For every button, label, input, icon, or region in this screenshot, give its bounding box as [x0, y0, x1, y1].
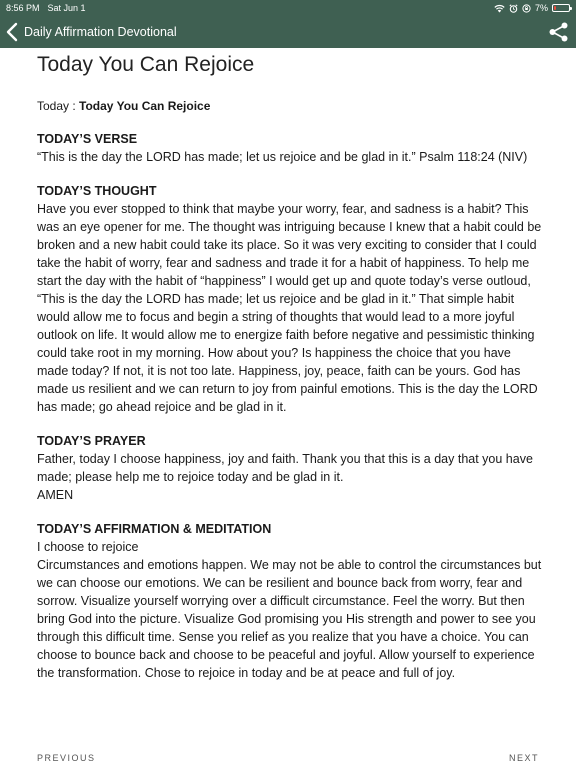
- verse-section: [37, 130, 545, 166]
- today-prefix: Today :: [37, 99, 80, 113]
- status-left: [6, 3, 86, 13]
- alarm-icon: [509, 4, 518, 13]
- battery-level: [554, 6, 556, 10]
- status-time: 8:56 PM: [6, 3, 40, 13]
- affirmation-statement: I choose to rejoice: [37, 540, 139, 554]
- thought-text: Have you ever stopped to think that maybe your worry, fear, and sadness is a habit? This was an eye opener for me. The thought was intriguing because I knew that a habit could be broken and a new habit could take its place. So it was very exciting to consider that I could take the habit of worry, fear and sadness and trade it for a habit of happiness. To help me start the day with the habit of “happiness” I would get up and quote today’s verse outloud, “This is the day the LORD has made; let us rejoice and be glad in it.” That simple habit would allow me to focus and begin a string of thoughts that would lead to a more joyful outlook on life. It would allow me to energize faith before negative and pessimistic thinking could take root in my morning. How about you? Is happiness the choice that you have made today? If not, it is not too late. Happiness, joy, peace, faith can be yours. God has made us resilient and we can return to joy from painful emotions. This is the day the LORD has made; go ahead rejoice and be glad in it.: [37, 202, 542, 414]
- previous-button[interactable]: PREVIOUS: [37, 753, 96, 763]
- battery-icon: [552, 4, 570, 12]
- prayer-heading: TODAY’S PRAYER: [37, 434, 146, 448]
- chevron-left-icon: [6, 22, 18, 42]
- pager-footer: [37, 753, 539, 763]
- thought-section: [37, 182, 545, 416]
- next-button[interactable]: NEXT: [508, 753, 539, 763]
- affirmation-section: [37, 520, 545, 682]
- affirmation-heading: TODAY’S AFFIRMATION & MEDITATION: [37, 522, 272, 536]
- today-line: [37, 98, 545, 114]
- page-title: Today You Can Rejoice: [37, 53, 255, 76]
- lock-rotation-icon: [522, 4, 531, 13]
- prayer-text: Father, today I choose happiness, joy and faith. Thank you that this is a day that you have made; please help me to rejoice today and be glad in it.: [37, 452, 533, 484]
- devotional-content: [37, 48, 545, 682]
- affirmation-text: Circumstances and emotions happen. We may not be able to control the circumstances but we can choose our emotions. We can be resilient and bounce back from worry, fear and sorrow. Visualize yourself worrying over a difficult circumstance. Feel the worry. But then bring God into the picture. Visualize God promising you His strength and power to see you through this difficult time. Sense you relief as you realize that you have a choice. You can choose to bounce back and choose to be peaceful and joyful. Allow yourself to experience the transformation. Chose to rejoice in today and be at peace and full of joy.: [37, 558, 542, 680]
- nav-title: Daily Affirmation Devotional: [24, 25, 177, 39]
- share-icon: [548, 30, 570, 47]
- battery-percent: 7%: [534, 3, 548, 13]
- verse-text: “This is the day the LORD has made; let us rejoice and be glad in it.” Psalm 118:24 (NIV): [37, 150, 528, 164]
- share-button[interactable]: [548, 21, 570, 43]
- status-bar: [0, 0, 576, 16]
- today-name: Today You Can Rejoice: [79, 99, 211, 113]
- back-button[interactable]: [0, 16, 177, 48]
- nav-bar: [0, 16, 576, 48]
- prayer-amen: AMEN: [37, 488, 74, 502]
- verse-heading: TODAY’S VERSE: [37, 132, 138, 146]
- prayer-section: [37, 432, 545, 504]
- thought-heading: TODAY’S THOUGHT: [37, 184, 157, 198]
- status-date: Sat Jun 1: [47, 3, 86, 13]
- wifi-icon: [494, 4, 505, 13]
- status-right: [494, 3, 570, 13]
